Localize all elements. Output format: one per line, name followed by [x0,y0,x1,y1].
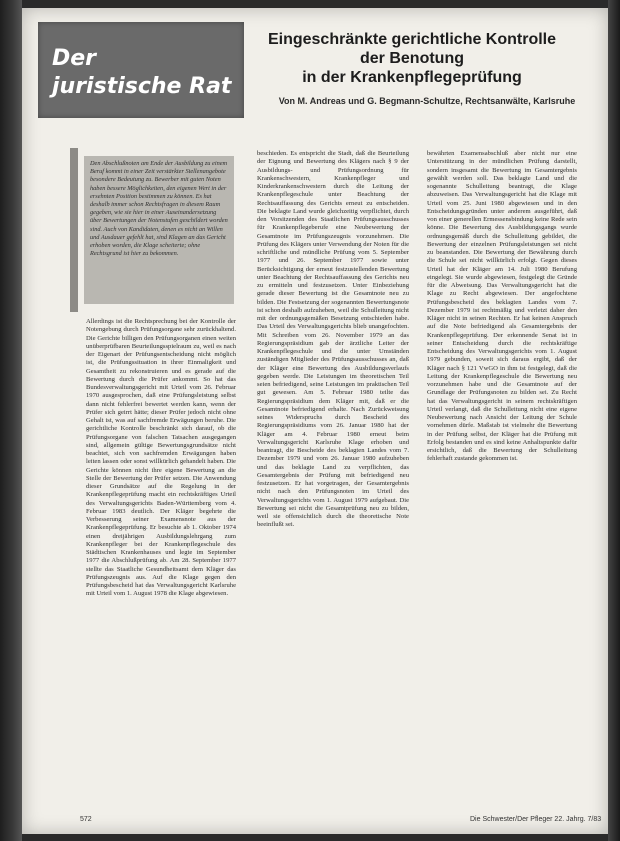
rubric-line-1: Der [52,46,97,71]
intro-accent-bar [70,148,78,312]
column-2-text: beschieden. Es entspricht die Stadt, daß die Beurteilung der Eignung und Bewertung des Klägers nach § 9 der Ausbildungs- und Prüfungsordnung für Krankenschwestern, Krankenpfleger und Kinderkrankenschwestern durch die Leitung der Krankenpflegeschule unter Beachtung der Rechtsauffassung des Gerichts erneut zu entscheiden. Die beklagte Land wurde gleichzeitig verpflichtet, durch den Vorsitzenden des Staatlichen Prüfungsausschusses für Krankenpflegeberufe eine Neubewertung der Gesamtnote im Prüfungszeugnis vorzunehmen. Die Prüfung des Klägers unter Verwendung der Noten für die schriftliche und mündliche Prüfung vom 5. September 1977 und 26. September 1977 sowie unter Berücksichtigung der erneut festzustellenden Bewertung unter Beachtung der Rechtsauffassung des Gerichts neu zu ermitteln und festzusetzen. Unter Einbeziehung gerade dieser Bewertung ist die Gesamtnote neu zu bilden. Die Festsetzung der sogenannten Bewertungsnote ist schon deshalb aufzuheben, weil die Schulleitung nicht mit der ordnungsgemäßen Besetzung entschieden habe. Das Urteil des Verwaltungsgerichts blieb unangefochten. Mit Schreiben vom 26. November 1979 an das Regierungspräsidium gab der ärztliche Leiter der Krankenpflegeschule und die unter Umständen zuständigen Mitglieder des Prüfungsausschusses an, daß der Kläger eine Bewertung des Ausbildungsverlaufs gegeben werde. Die Leistungen im theoretischen Teil seien befriedigend, seine Leistungen im praktischen Teil gut gewesen. Am 5. Februar 1980 teilte das Regierungspräsidium dem Kläger mit, daß er die Gesamtnote befriedigend erhalte. Nach Zurückweisung seines Widerspruchs durch Bescheid des Regierungspräsidiums vom 26. Januar 1980 hat der Kläger am 4. Februar 1980 erneut beim Verwaltungsgericht Karlsruhe Klage erhoben und beantragt, die Bescheide des beklagten Landes vom 7. Dezember 1979 und vom 26. Januar 1980 aufzuheben und das beklagte Land zu verpflichten, das Gesamtergebnis der Prüfung mit befriedigend neu festzusetzen. Er hat vorgetragen, der Gesamtergebnis nicht nach den Prüfungsnoten im Urteil des Verwaltungsgerichts vom 1. August 1979 aufgebaut. Die Bewertung sei nicht die Gesamtprüfung neu zu bilden, weil sie offensichtlich durch die theoretische Note beeinflußt sei. [257,150,409,529]
article-headline [262,30,562,87]
column-1-text: Allerdings ist die Rechtsprechung bei der Kontrolle der Notengebung durch Prüfungsorgane sehr zurückhaltend. Die Gerichte billigen den Prüfungsorganen einen weiten unüberprüfbaren Beurteilungsspielraum zu, weil es nach der Eigenart der Prüfungsentscheidung nicht möglich ist, die Prüfungssituation in ihrer Einmaligkeit und Gesamtheit zu rekonstruieren und es gerade auf die Bewertung durch die Prüfer ankommt. So hat das Bundesverwaltungsgericht mit Urteil vom 26. Februar 1970 ausgesprochen, daß eine Prüfungsleistung selbst dann nicht fehlerfrei bewertet werden kann, wenn der Prüfer sich geirrt hätte; dieser Prüfer jedoch nicht ohne Gehalt ist, was auf sachfremde Erwägungen beruhe. Die gerichtliche Kontrolle beschränkt sich darauf, ob die Prüfungsorgane von falschen Tatsachen ausgegangen sind, allgemein gültige Bewertungsgrundsätze nicht beachtet, sich von sachfremden Erwägungen haben leiten lassen oder sonst willkürlich gehandelt haben. Die Gerichte können nicht ihre eigene Bewertung an die Stelle der Bewertung der Prüfer setzen. Die Anwendung dieser Grundsätze auf die Regelung in der Krankenpflegeprüfung macht ein rechtskräftiges Urteil des Verwaltungsgerichts Baden-Württemberg vom 4. Februar 1983 deutlich. Der Kläger begehrte die Verbesserung seiner Examensnote aus der Krankenpflegeprüfung. Er besuchte ab 1. Oktober 1974 einen dreijährigen Ausbildungslehrgang zum Krankenpfleger bei der Krankenpflegeschule des Städtischen Krankenhauses und legte im September 1977 die Abschlußprüfung ab. Am 28. September 1977 stellte das Staatliche Gesundheitsamt dem Kläger das Prüfungszeugnis aus. Auf die Klage gegen den Prüfungsbescheid hat das Verwaltungsgericht Karlsruhe mit Urteil vom 1. August 1978 die Klage abgewiesen. [86,318,236,598]
headline-line-3: in der Krankenpflegeprüfung [302,69,522,86]
intro-box: Den Abschlußnoten am Ende der Ausbildung zu einem Beruf kommt in einer Zeit verstärkter Stellenangebote besondere Bedeutung zu. Bewerber mit guten Noten haben bessere Möglichkeiten, den eigenen Wert in der ersehnten Position bestimmen zu können. Es hat deshalb immer schon Rechtsfragen in diesem Raum gegeben, wie sie hier in einer Auseinandersetzung über Bewertungen der Notenstufen geschildert worden sind. Auch von Kandidaten, denen es nicht an Willen und Ausdauer gefehlt hat, sind Klagen an das Gericht erhoben worden, die Klage scheiterte; ohne Rechtsgrund ist hier zu bekommen. [84,156,234,304]
headline-line-2: der Benotung [360,50,464,67]
page-number: 572 [80,816,92,823]
text-column-1 [86,318,236,816]
book-spine [0,0,22,841]
text-column-3 [427,150,577,816]
journal-citation: Die Schwester/Der Pfleger 22. Jahrg. 7/83 [470,816,602,823]
headline-line-1: Eingeschränkte gerichtliche Kontrolle [267,31,557,48]
column-3-text: bewährten Examensabschluß aber nicht nur eine Unterstützung in der mündlichen Prüfung darstellt, sondern insgesamt die Bewertung im Gesamtergebnis gewählt werden soll. Das beklagte Land und die sogenannte Schulleitung beantragt, die Klage abzuweisen. Das Verwaltungsgericht hat die Klage mit Urteil vom 25. Juni 1980 abgewiesen und in den Entscheidungsgründen unter anderem ausgeführt, daß von einer generellen Ermessensbindung keine Rede sein könne. Die Bewertung des Ausbildungsgangs wurde ordnungsgemäß durch die Schulleitung gebildet, die Bewertung der einzelnen Prüfungsleistungen sei nicht zu beanstanden. Die Bewertung der Bewährung durch die Schule sei nicht willkürlich erfolgt. Gegen dieses Urteil hat der Kläger am 14. Juli 1980 Berufung eingelegt. Sie wurde abgewiesen, festgelegt die Gründe für die Abweisung. Das Verwaltungsgericht hat die Klage zu Recht abgewiesen. Der angefochtene Prüfungsbescheid des beklagten Landes vom 7. Dezember 1979 ist rechtmäßig und verletzt daher den Kläger nicht in seinen Rechten. Er hat keinen Anspruch auf die Note befriedigend als Gesamtergebnis der Krankenpflegeprüfung. Der erkennende Senat ist in seiner Entscheidung durch die rechtskräftige Entscheidung des Verwaltungsgerichts vom 1. August 1979 gebunden, soweit sich daraus ergibt, daß der Kläger nach § 121 VwGO in ihm ist festgelegt, daß die Leitung der Krankenpflegeschule die Bewertung neu vorzunehmen habe und die Gesamtnote auf der Grundlage der Prüfungsnoten zu bilden sei. Zu Recht hat das Verwaltungsgericht in seinem rechtskräftigen Urteil verlangt, daß die Schulleitung nicht eine eigene Neubewertung nach Ansicht der Leitung der Schule vornehmen dürfe. Maßstab ist vielmehr die Bewertung in der Prüfung selbst, der Kläger hat die Prüfung mit Erfolg bestanden und es sind keine Anhaltspunkte dafür ersichtlich, daß die Bewertung der Schulleitung fehlerhaft zustande gekommen ist. [427,150,577,463]
page-edge [608,0,620,841]
rubric-line-2: juristische Rat [52,74,232,99]
article-byline: Von M. Andreas und G. Begmann-Schultze, Rechtsanwälte, Karlsruhe [278,96,576,106]
rubric-box [38,22,244,118]
text-column-2 [257,150,409,816]
